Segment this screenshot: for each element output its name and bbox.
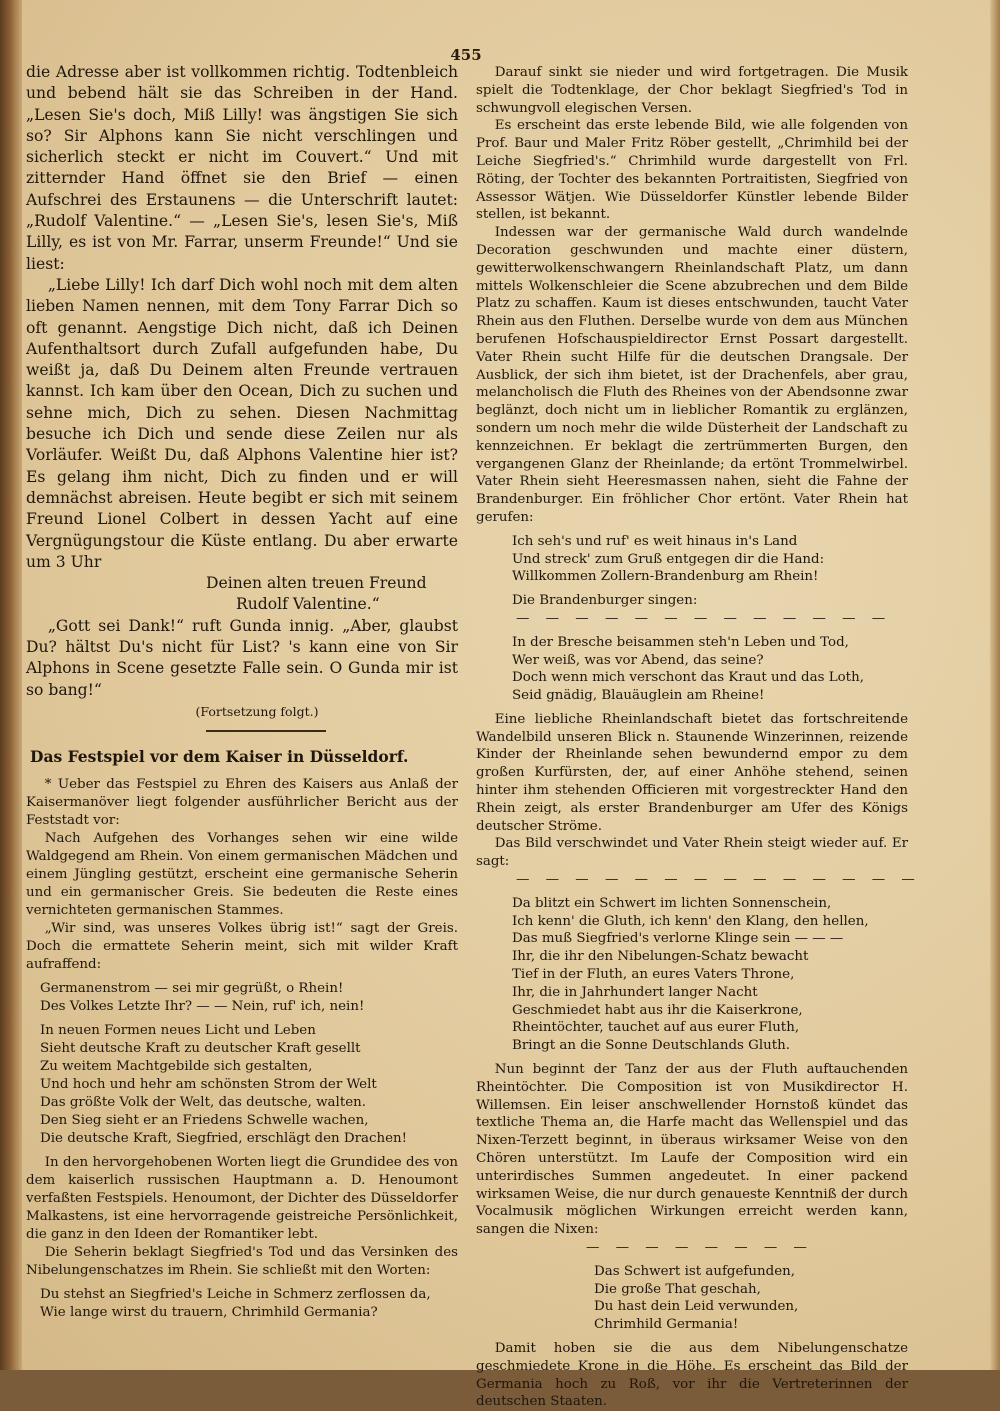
- dash-separator: — — — — — — — — — — — — — —: [516, 872, 921, 888]
- chorus-intro: Die Brandenburger singen:: [512, 593, 698, 609]
- verse-line: Da blitzt ein Schwert im lichten Sonnenschein,: [512, 895, 832, 911]
- verse-line: Du stehst an Siegfried's Leiche in Schmerz zerflossen da,: [40, 1286, 431, 1302]
- verse-line: Ihr, die ihr den Nibelungen-Schatz bewacht: [512, 949, 809, 965]
- article-paragraph: * Ueber das Festspiel zu Ehren des Kaisers aus Anlaß der Kaisermanöver liegt folgender ausführlicher Bericht aus der Feststadt vor:: [26, 776, 458, 828]
- verse-line: Sieht deutsche Kraft zu deutscher Kraft gesellt: [40, 1040, 361, 1056]
- article-paragraph: Eine liebliche Rheinlandschaft bietet das fortschreitende Wandelbild unseren Blick n. Staunende Winzerinnen, reizende Kinder der Rheinlande sehen bewundernd empor zu dem großen Kurfürsten, der, auf einer Anhöhe stehend, seinen hinter ihm stehenden Officieren mit vorgestreckter Hand den Rhein zeigt, als erster Brandenburger am Ufer des Königs deutscher Ströme.: [476, 711, 908, 834]
- verse-block: [40, 1286, 458, 1322]
- verse-line: Tief in der Fluth, an eures Vaters Throne,: [512, 967, 795, 983]
- letter-paragraph: „Liebe Lilly! Ich darf Dich wohl noch mit dem alten lieben Namen nennen, mit dem Tony Farrar Dich so oft genannt. Aengstige Dich nicht, daß ich Deinen Aufenthaltsort durch Zufall aufgefunden habe, Du weißt ja, daß Du Deinem alten Freunde vertrauen kannst. Ich kam über den Ocean, Dich zu suchen und sehne mich, Dich zu sehen. Diesen Nachmittag besuche ich Dich und sende diese Zeilen nur als Vorläufer. Weißt Du, daß Alphons Valentine hier ist? Es gelang ihm nicht, Dich zu finden und er will demnächst abreisen. Heute begibt er sich mit seinem Freund Lionel Colbert in dessen Yacht auf eine Vergnügungstour die Küste entlang. Du aber erwarte um 3 Uhr: [26, 275, 458, 571]
- verse-line: Ich seh's und ruf' es weit hinaus in's Land: [512, 533, 798, 549]
- story-paragraph: „Gott sei Dank!“ ruft Gunda innig. „Aber, glaubst Du? hältst Du's nicht für List? 's kann eine von Sir Alphons in Scene gesetzte Falle sein. O Gunda mir ist so bang!“: [26, 616, 458, 699]
- article-title: Das Festspiel vor dem Kaiser in Düsseldorf.: [30, 747, 409, 767]
- article-paragraph: In den hervorgehobenen Worten liegt die Grundidee des von dem kaiserlich russischen Hauptmann a. D. Henoumont verfaßten Festspiels. Henoumont, der Dichter des Düsseldorfer Malkastens, ist eine hervorragende geistreiche Persönlichkeit, die ganz in den Ideen der Romantiker lebt.: [26, 1154, 458, 1242]
- verse-line: Geschmiedet habt aus ihr die Kaiserkrone,: [512, 1002, 803, 1018]
- verse-line: Das muß Siegfried's verlorne Klinge sein — — —: [512, 931, 844, 947]
- verse-line: In neuen Formen neues Licht und Leben: [40, 1022, 316, 1038]
- article-body: [26, 776, 458, 1322]
- article-paragraph: Darauf sinkt sie nieder und wird fortgetragen. Die Musik spielt die Todtenklage, der Chor beklagt Siegfried's Tod in schwungvoll elegischen Versen.: [476, 65, 908, 116]
- story-paragraph: die Adresse aber ist vollkommen richtig. Todtenbleich und bebend hält sie das Schreiben in der Hand. „Lesen Sie's doch, Miß Lilly! was ängstigen Sie sich so? Sir Alphons kann Sie nicht verschlingen und sicherlich steckt er nicht im Couvert.“ Und mit zitternder Hand öffnet sie den Brief — einen Aufschrei des Erstaunens — die Unterschrift lautet: „Rudolf Valentine.“ — „Lesen Sie's, lesen Sie's, Miß Lilly, es ist von Mr. Farrar, unserm Freunde!“ Und sie liest:: [26, 63, 458, 273]
- article-paragraph: Die Seherin beklagt Siegfried's Tod und das Versinken des Nibelungenschatzes im Rhein. Sie schließt mit den Worten:: [26, 1244, 458, 1278]
- verse-line: Ihr, die in Jahrhundert langer Nacht: [512, 984, 758, 1000]
- verse-block: [512, 533, 908, 586]
- verse-line: Des Volkes Letzte Ihr? — — Nein, ruf' ich, nein!: [40, 998, 365, 1014]
- verse-line: Willkommen Zollern-Brandenburg am Rhein!: [512, 569, 819, 585]
- verse-line: Das größte Volk der Welt, das deutsche, walten.: [40, 1094, 367, 1110]
- verse-line: In der Bresche beisammen steh'n Leben und Tod,: [512, 634, 849, 650]
- book-binding: [0, 0, 22, 1370]
- verse-line: Das Schwert ist aufgefunden,: [594, 1263, 796, 1279]
- article-paragraph: Das Bild verschwindet und Vater Rhein steigt wieder auf. Er sagt:: [476, 836, 908, 870]
- verse-line: Rheintöchter, tauchet auf aus eurer Fluth,: [512, 1020, 800, 1036]
- dash-separator: — — — — — — — —: [586, 1240, 813, 1255]
- verse-block: [512, 634, 908, 705]
- verse-line: Germanenstrom — sei mir gegrüßt, o Rhein!: [40, 980, 344, 996]
- verse-line: Den Sieg sieht er an Friedens Schwelle wachen,: [40, 1112, 369, 1128]
- verse-line: Wie lange wirst du trauern, Chrimhild Germania?: [40, 1304, 378, 1320]
- letter-signature-name: Rudolf Valentine.“: [236, 595, 380, 614]
- verse-line: Und streck' zum Gruß entgegen dir die Hand:: [512, 551, 825, 567]
- article-paragraph: Nach Aufgehen des Vorhanges sehen wir eine wilde Waldgegend am Rhein. Von einem germanischen Mädchen und einem Jüngling gestützt, erscheint eine germanische Seherin und ein germanischer Greis. Sie bedeuten die Reste eines vernichteten germanischen Stammes.: [26, 830, 458, 918]
- article-paragraph: „Wir sind, was unseres Volkes übrig ist!“ sagt der Greis. Doch die ermattete Seherin meint, sich mit wilder Kraft aufraffend:: [26, 920, 458, 972]
- verse-line: Ich kenn' die Gluth, ich kenn' den Klang, den hellen,: [512, 913, 869, 929]
- verse-line: Doch wenn mich verschont das Kraut und das Loth,: [512, 670, 864, 686]
- verse-line: Seid gnädig, Blauäuglein am Rheine!: [512, 688, 765, 704]
- article-paragraph: Nun beginnt der Tanz der aus der Fluth auftauchenden Rheintöchter. Die Composition ist von Musikdirector H. Willemsen. Ein leiser anschwellender Hornstoß kündet das textliche Thema an, die Harfe macht das Wellenspiel und das Nixen-Terzett beginnt, in überaus wirksamer Weise von den Chören unterstützt. Im Laufe der Composition wird ein unterirdisches Summen angedeutet. In einer packend wirksamen Weise, die nur durch genaueste Kenntniß der durch Vocalmusik möglichen Wirkungen erreicht werden kann, sangen die Nixen:: [476, 1062, 908, 1238]
- verse-line: Die große That geschah,: [594, 1281, 761, 1297]
- letter-signature-line: Deinen alten treuen Freund: [206, 574, 427, 593]
- verse-line: Die deutsche Kraft, Siegfried, erschlägt den Drachen!: [40, 1130, 408, 1146]
- verse-block: [512, 895, 908, 1055]
- verse-line: Du hast dein Leid verwunden,: [594, 1299, 799, 1315]
- dash-separator: — — — — — — — — — — — — —: [516, 610, 892, 626]
- verse-line: Zu weitem Machtgebilde sich gestalten,: [40, 1058, 313, 1074]
- verse-line: Chrimhild Germania!: [594, 1317, 739, 1333]
- verse-line: Und hoch und hehr am schönsten Strom der Welt: [40, 1076, 377, 1092]
- page-edge: [990, 0, 1000, 1370]
- verse-block: [40, 1022, 458, 1148]
- continuation-note: (Fortsetzung folgt.): [195, 703, 319, 719]
- right-column: [476, 64, 921, 1411]
- verse-block: [40, 980, 458, 1016]
- verse-block: [594, 1263, 908, 1334]
- article-paragraph: Indessen war der germanische Wald durch wandelnde Decoration geschwunden und machte einer düstern, gewitterwolkenschwangern Rheinlandschaft Platz, um dann mittels Wolkenschleier die Scene abzubrechen und dem Bilde Platz zu schaffen. Kaum ist dieses entschwunden, taucht Vater Rhein aus den Fluthen. Derselbe wurde von dem aus München berufenen Hofschauspieldirector Ernst Possart dargestellt. Vater Rhein sucht Hilfe für die deutschen Drangsale. Der Ausblick, der sich ihm bietet, ist der Drachenfels, aber grau, melancholisch die Fluth des Rheines von der Abendsonne zwar beglänzt, doch nicht um in lieblicher Romantik zu erglänzen, sondern um noch mehr die wilde Düsterheit der Landschaft zu kennzeichnen. Er beklagt die zertrümmerten Burgen, den vergangenen Glanz der Rheinlande; da ertönt Trommelwirbel. Vater Rhein sieht Heeresmassen nahen, sieht die Fahne der Brandenburger. Ein fröhlicher Chor ertönt. Vater Rhein hat gerufen:: [476, 225, 908, 525]
- verse-line: Wer weiß, was vor Abend, das seine?: [512, 652, 764, 668]
- left-column: [26, 62, 458, 1328]
- verse-line: Bringt an die Sonne Deutschlands Gluth.: [512, 1038, 791, 1054]
- page-number: 455: [450, 46, 482, 64]
- article-paragraph: Es erscheint das erste lebende Bild, wie alle folgenden von Prof. Baur und Maler Fritz Röber gestellt, „Chrimhild bei der Leiche Siegfried's.“ Chrimhild wurde dargestellt von Frl. Röting, der Tochter des bekannten Portraitisten, Siegfried von Assessor Wätjen. Wie Düsseldorfer Künstler lebende Bilder stellen, ist bekannt.: [476, 118, 908, 223]
- article-paragraph: Damit hoben sie die aus dem Nibelungenschatze geschmiedete Krone in die Höhe. Es erscheint das Bild der Germania hoch zu Roß, vor ihr die Vertreterinnen der deutschen Staaten.: [476, 1340, 908, 1410]
- section-divider: [206, 730, 326, 732]
